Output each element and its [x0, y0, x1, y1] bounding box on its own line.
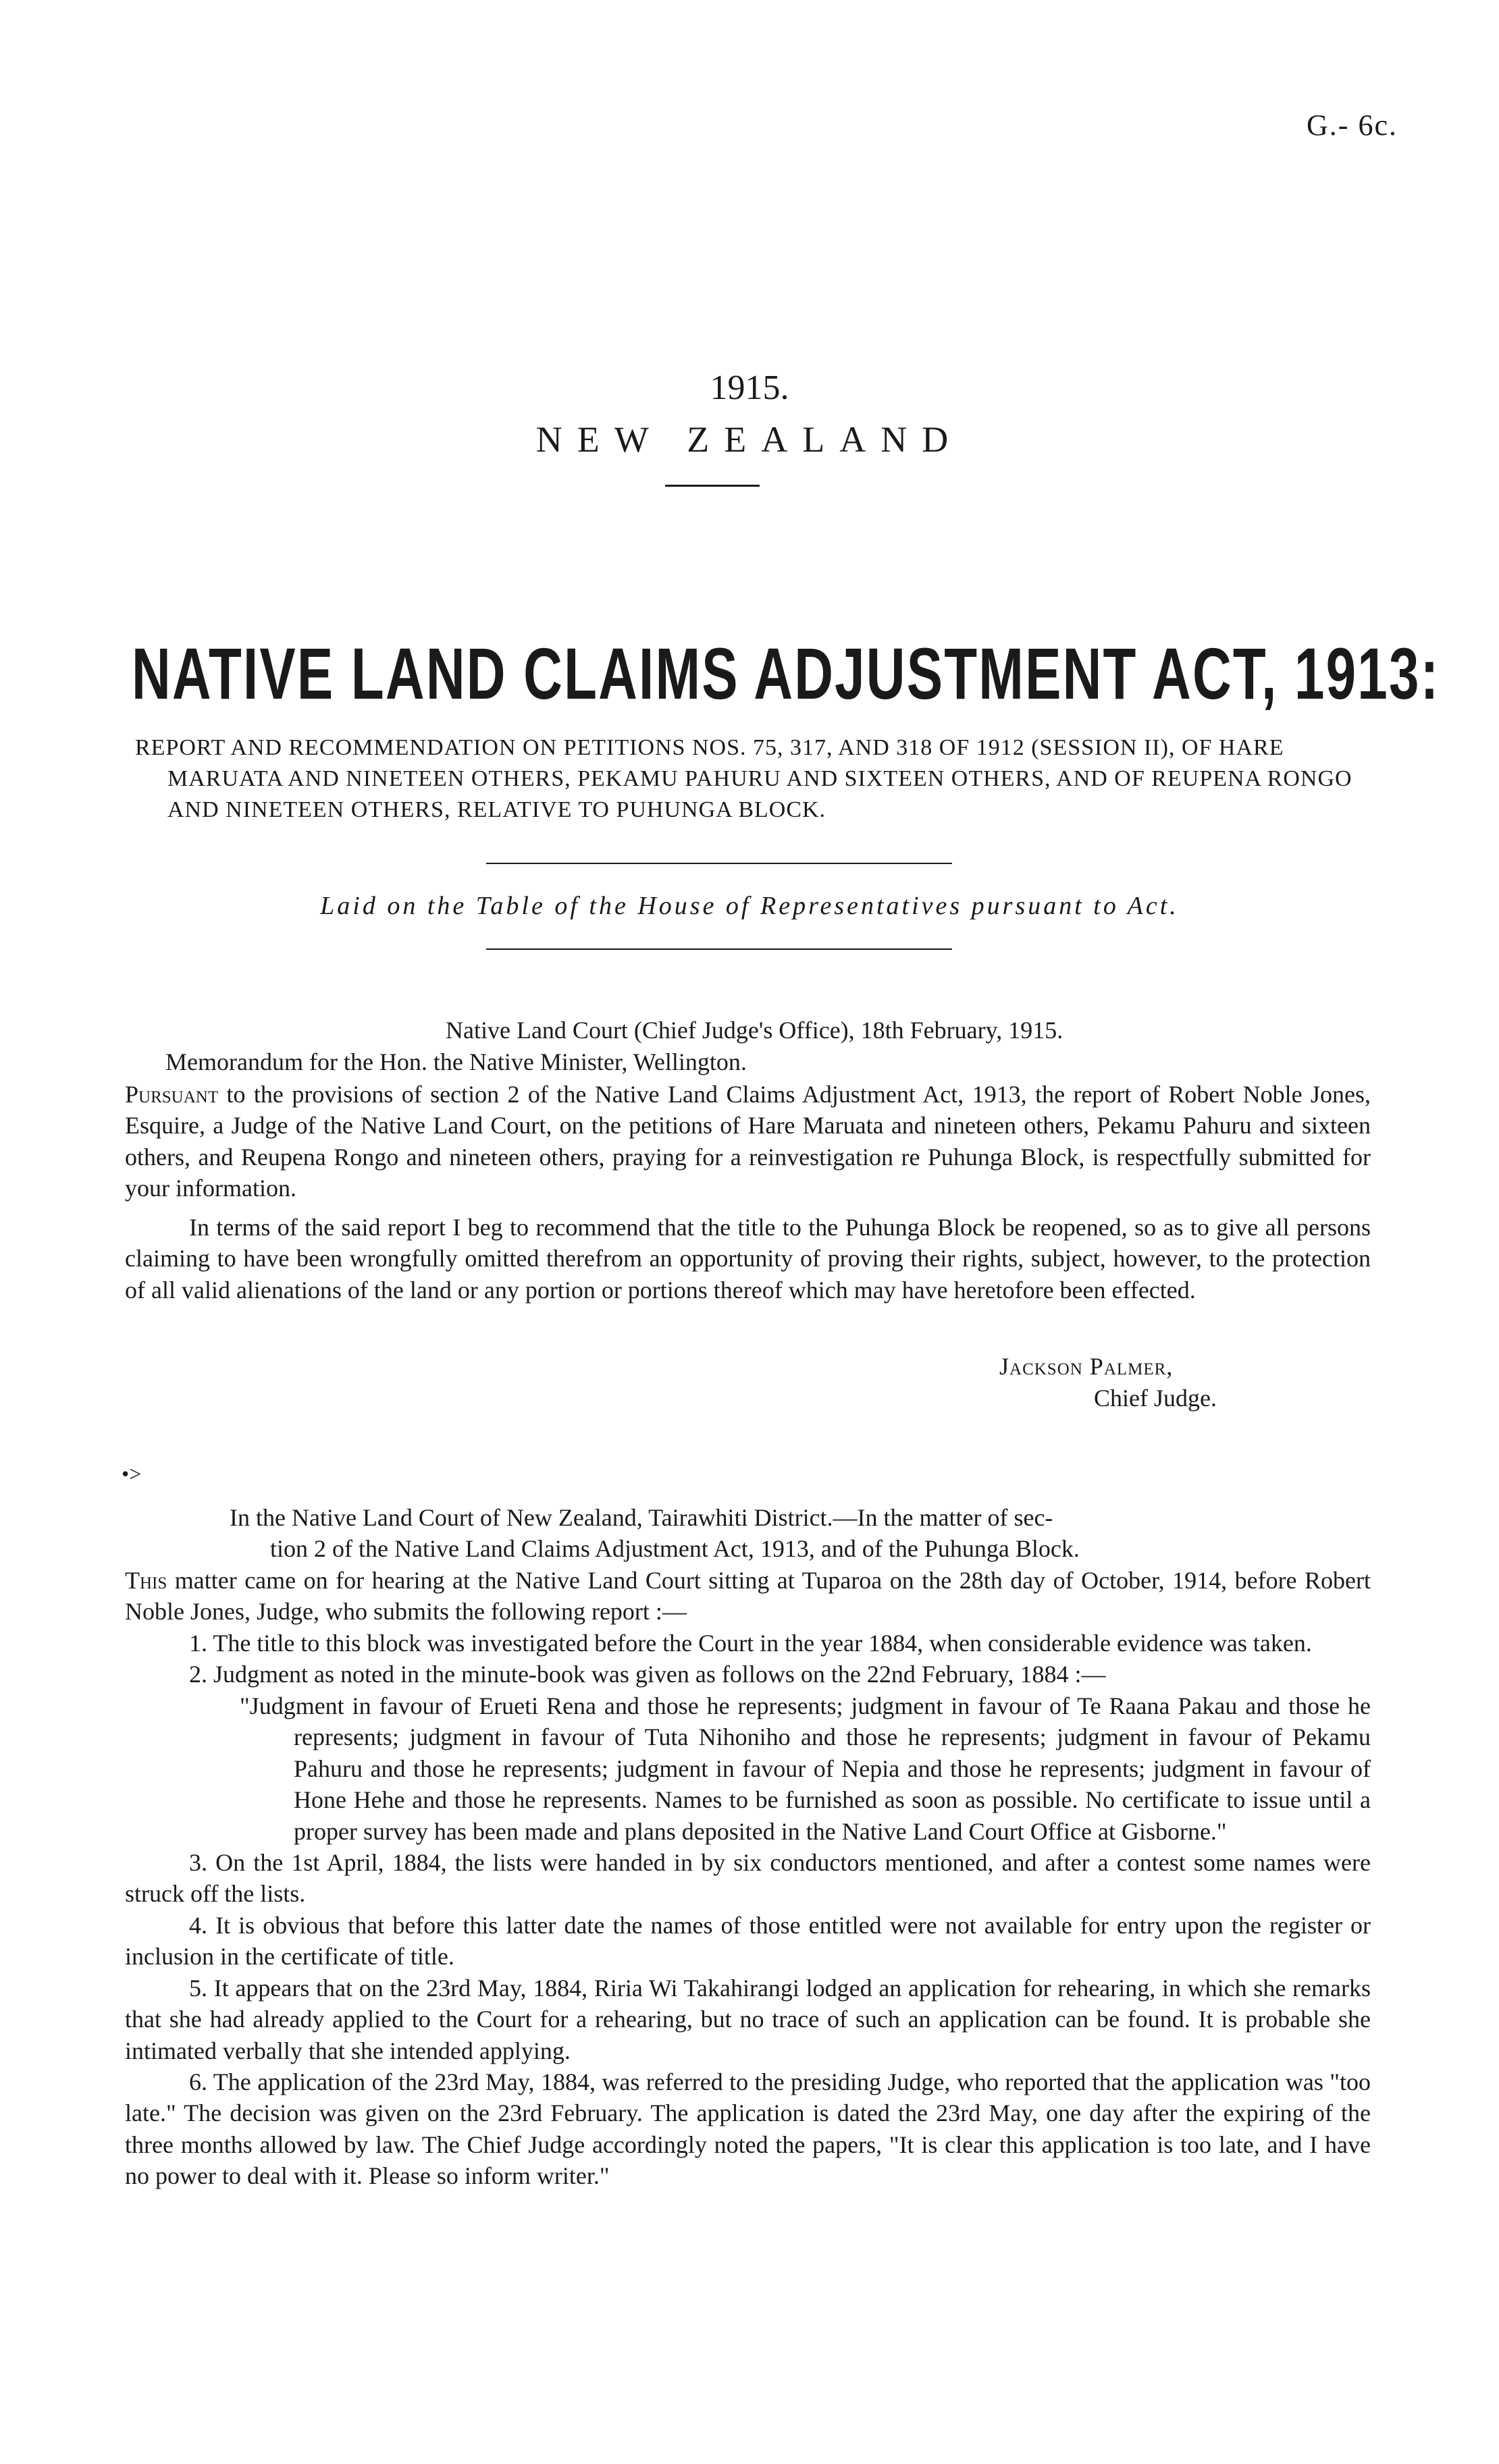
judgment-quote: "Judgment in favour of Erueti Rena and those he represents; judgment in favour of Te Raana Pakau and those he represents; judgment in favour of Tuta Nihoniho and those he represents; judgment in favour of Pekamu Pahuru and those he represents; judgment in favour of Nepia and those he represents; judgment in favour of Hone Hehe and those he represents. Names to be furnished as soon as possible. No certificate to issue until a proper survey has been made and plans deposited in the Native Land Court Office at Gisborne.": [240, 1692, 1371, 1845]
page-title: NATIVE LAND CLAIMS ADJUSTMENT ACT, 1913:: [132, 633, 1440, 714]
lead-word: Pursuant: [125, 1081, 219, 1108]
memo-paragraph: In terms of the said report I beg to recommend that the title to the Puhunga Block be reopened, so as to give all persons claiming to have been wrongfully omitted therefrom an opportunity of proving their rights, subject, however, to the protection of all valid alienations of the land or any portion or portions thereof which may have heretofore been effected.: [125, 1214, 1371, 1304]
report-intro-text: matter came on for hearing at the Native Land Court sitting at Tuparoa on the 28th day of October, 1914, before Robert Noble Jones, Judge, who submits the following report :—: [125, 1567, 1371, 1626]
court-heading-line: tion 2 of the Native Land Claims Adjustment Act, 1913, and of the Puhunga Block.: [270, 1535, 1080, 1563]
report-paragraph: 6. The application of the 23rd May, 1884, was referred to the presiding Judge, who reported that the application was "too late." The decision was given on the 23rd February. The application is dated the 23rd May, one day after the expiring of the three months allowed by law. The Chief Judge accordingly noted the papers, "It is clear this application is too late, and I have no power to deal with it. Please so inform writer.": [125, 2068, 1371, 2190]
report-body: [125, 1565, 1371, 2192]
report-paragraph: 2. Judgment as noted in the minute-book was given as follows on the 22nd February, 1884 :—: [189, 1661, 1106, 1688]
signature-name: Jackson Palmer,: [999, 1353, 1174, 1380]
report-paragraph: 1. The title to this block was investigated before the Court in the year 1884, when considerable evidence was taken.: [189, 1629, 1312, 1657]
printer-mark: •>: [122, 1462, 142, 1486]
divider-rule: [486, 863, 952, 864]
report-intro: [125, 1565, 1371, 1628]
memo-paragraph-text: to the provisions of section 2 of the Native Land Claims Adjustment Act, 1913, the report of Robert Noble Jones, Esquire, a Judge of the Native Land Court, on the petitions of Hare Maruata and nineteen others, Pekamu Pahuru and sixteen others, and Reupena Rongo and nineteen others, praying for a reinvestigation re Puhunga Block, is respectfully submitted for your information.: [125, 1081, 1371, 1202]
laid-on-table-note: Laid on the Table of the House of Representatives pursuant to Act.: [320, 892, 1179, 920]
country-heading: NEW ZEALAND: [535, 419, 964, 460]
page-subtitle: REPORT AND RECOMMENDATION ON PETITIONS NOS. 75, 317, AND 318 OF 1912 (SESSION II), OF HARE MARUATA AND NINETEEN OTHERS, PEKAMU PAHURU AND SIXTEEN OTHERS, AND OF REUPENA RONGO AND NINETEEN OTHERS, RELATIVE TO PUHUNGA BLOCK.: [135, 735, 1352, 822]
report-paragraph: 4. It is obvious that before this latter date the names of those entitled were not available for entry upon the register or inclusion in the certificate of title.: [125, 1911, 1371, 1971]
document-code: G.- 6c.: [1307, 109, 1398, 142]
memo-paragraph: [125, 1079, 1371, 1204]
divider-rule: [665, 485, 760, 487]
lead-word: This: [125, 1567, 167, 1594]
signature-title: Chief Judge.: [1094, 1385, 1217, 1412]
document-year: 1915.: [710, 369, 789, 407]
report-paragraph: 5. It appears that on the 23rd May, 1884, Riria Wi Takahirangi lodged an application for rehearing, in which she remarks that she had already applied to the Court for a rehearing, but no trace of such an application can be found. It is probable she intimated verbally that she intended applying.: [125, 1974, 1371, 2064]
report-paragraph: 3. On the 1st April, 1884, the lists were handed in by six conductors mentioned, and after a contest some names were struck off the lists.: [125, 1848, 1371, 1908]
memo-address: Memorandum for the Hon. the Native Minister, Wellington.: [165, 1048, 747, 1075]
divider-rule: [486, 948, 952, 950]
court-heading-line: In the Native Land Court of New Zealand, Tairawhiti District.—In the matter of sec-: [230, 1504, 1053, 1531]
memo-dateline: Native Land Court (Chief Judge's Office), 18th February, 1915.: [446, 1017, 1063, 1044]
court-heading: [230, 1502, 1371, 1565]
